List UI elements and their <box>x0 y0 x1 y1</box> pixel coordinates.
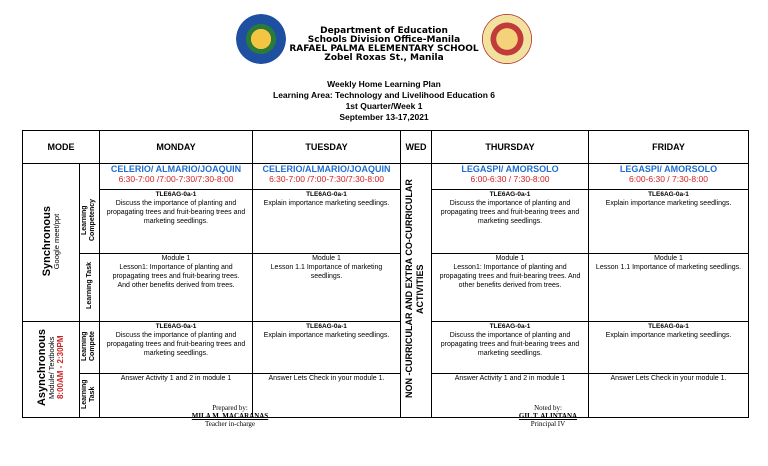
mode-asynchronous <box>23 321 80 418</box>
teachers-row <box>23 164 749 190</box>
plan-title: Weekly Home Learning Plan <box>327 79 441 89</box>
async-task-monday: Answer Activity 1 and 2 in module 1 <box>100 374 253 418</box>
weekly-plan-table <box>22 130 749 418</box>
label-task: Learning Task <box>80 253 100 321</box>
header-mode: MODE <box>23 131 100 164</box>
async-title: Asynchronous <box>36 329 48 407</box>
org-line-2: Schools Division Office-Manila <box>307 35 461 45</box>
noted-label: Noted by: <box>534 404 562 412</box>
header-friday: FRIDAY <box>589 131 749 164</box>
competency-tuesday: TLE6AG-0a-1 Explain importance marketing seedlings. <box>253 190 401 254</box>
header-thursday: THURSDAY <box>432 131 589 164</box>
org-line-3: RAFAEL PALMA ELEMENTARY SCHOOL <box>289 44 479 54</box>
wed-activities: NON -CURRICULAR AND EXTRA CO-CURRICULAR ACTIVITIES <box>401 164 432 418</box>
sync-task-row <box>23 253 749 321</box>
competency-friday: TLE6AG-0a-1 Explain importance marketing seedlings. <box>589 190 749 254</box>
prepared-role: Teacher in-charge <box>204 420 256 428</box>
noted-role: Principal IV <box>530 420 566 428</box>
table-header-row <box>23 131 749 164</box>
learning-area: Learning Area: Technology and Livelihood Education 6 <box>273 90 495 100</box>
teacher-thursday: LEGASPI/ AMORSOLO 6:00-6:30 / 7:30-8:00 <box>432 164 589 190</box>
sync-competency-row <box>23 190 749 254</box>
competency-monday: TLE6AG-0a-1 Discuss the importance of planting and propagating trees and fruit-bearing trees and marketing seedlings. <box>100 190 253 254</box>
async-time: 8:00AM - 2:30PM <box>56 335 65 400</box>
prepared-label: Prepared by: <box>212 404 248 412</box>
org-line-4: Zobel Roxas St., Manila <box>324 53 444 63</box>
document-header <box>0 0 768 132</box>
label-competency: Learning Competency <box>80 190 100 254</box>
async-competency-monday: TLE6AG-0a-1 Discuss the importance of planting and propagating trees and fruit-bearing trees and marketing seedlings. <box>100 321 253 374</box>
noted-name: GIL T. ALINTANA <box>518 412 578 420</box>
prepared-name: MILA M. MACARANAS <box>191 412 269 420</box>
sync-subtitle: Google meet/ppt <box>51 213 61 269</box>
label-compete: Learning Compete <box>80 321 100 374</box>
header-monday: MONDAY <box>100 131 253 164</box>
org-line-1: Department of Education <box>320 26 448 36</box>
task-thursday: Module 1 Lesson1: Importance of planting and propagating trees and fruit-bearing trees. And other benefits derived from trees. <box>432 253 589 321</box>
async-competency-friday: TLE6AG-0a-1 Explain importance marketing seedlings. <box>589 321 749 374</box>
async-task-thursday: Answer Activity 1 and 2 in module 1 <box>432 374 589 418</box>
async-task-friday: Answer Lets Check in your module 1. <box>589 374 749 418</box>
mode-synchronous <box>23 164 80 322</box>
prepared-by-block <box>160 404 300 428</box>
date-range: September 13-17,2021 <box>339 112 429 122</box>
header-wed: WED <box>401 131 432 164</box>
task-friday: Module 1 Lesson 1.1 Importance of marketing seedlings. <box>589 253 749 321</box>
sync-title: Synchronous <box>40 205 53 276</box>
competency-thursday: TLE6AG-0a-1 Discuss the importance of planting and propagating trees and fruit-bearing trees and marketing seedlings. <box>432 190 589 254</box>
async-competency-tuesday: TLE6AG-0a-1 Explain importance marketing seedlings. <box>253 321 401 374</box>
quarter-week: 1st Quarter/Week 1 <box>345 101 423 111</box>
async-task-tuesday: Answer Lets Check in your module 1. <box>253 374 401 418</box>
teacher-friday: LEGASPI/ AMORSOLO 6:00-6:30 / 7:30-8:00 <box>589 164 749 190</box>
task-monday: Module 1 Lesson1: Importance of planting and propagating trees and fruit-bearing trees. And other benefits derived from trees. <box>100 253 253 321</box>
async-task-row <box>23 374 749 418</box>
teacher-monday: CELERIO/ ALMARIO/JOAQUIN 6:30-7:00 /7:00-7:30/7:30-8:00 <box>100 164 253 190</box>
label-task-2: Learning Task <box>80 374 100 418</box>
async-competency-row <box>23 321 749 374</box>
task-tuesday: Module 1 Lesson 1.1 Importance of marketing seedlings. <box>253 253 401 321</box>
noted-by-block <box>478 404 618 428</box>
async-subtitle: Module/ Textbooks <box>47 336 56 399</box>
async-competency-thursday: TLE6AG-0a-1 Discuss the importance of planting and propagating trees and fruit-bearing trees and marketing seedlings. <box>432 321 589 374</box>
header-tuesday: TUESDAY <box>253 131 401 164</box>
teacher-tuesday: CELERIO/ALMARIO/JOAQUIN 6:30-7:00 /7:00-7:30/7:30-8:00 <box>253 164 401 190</box>
